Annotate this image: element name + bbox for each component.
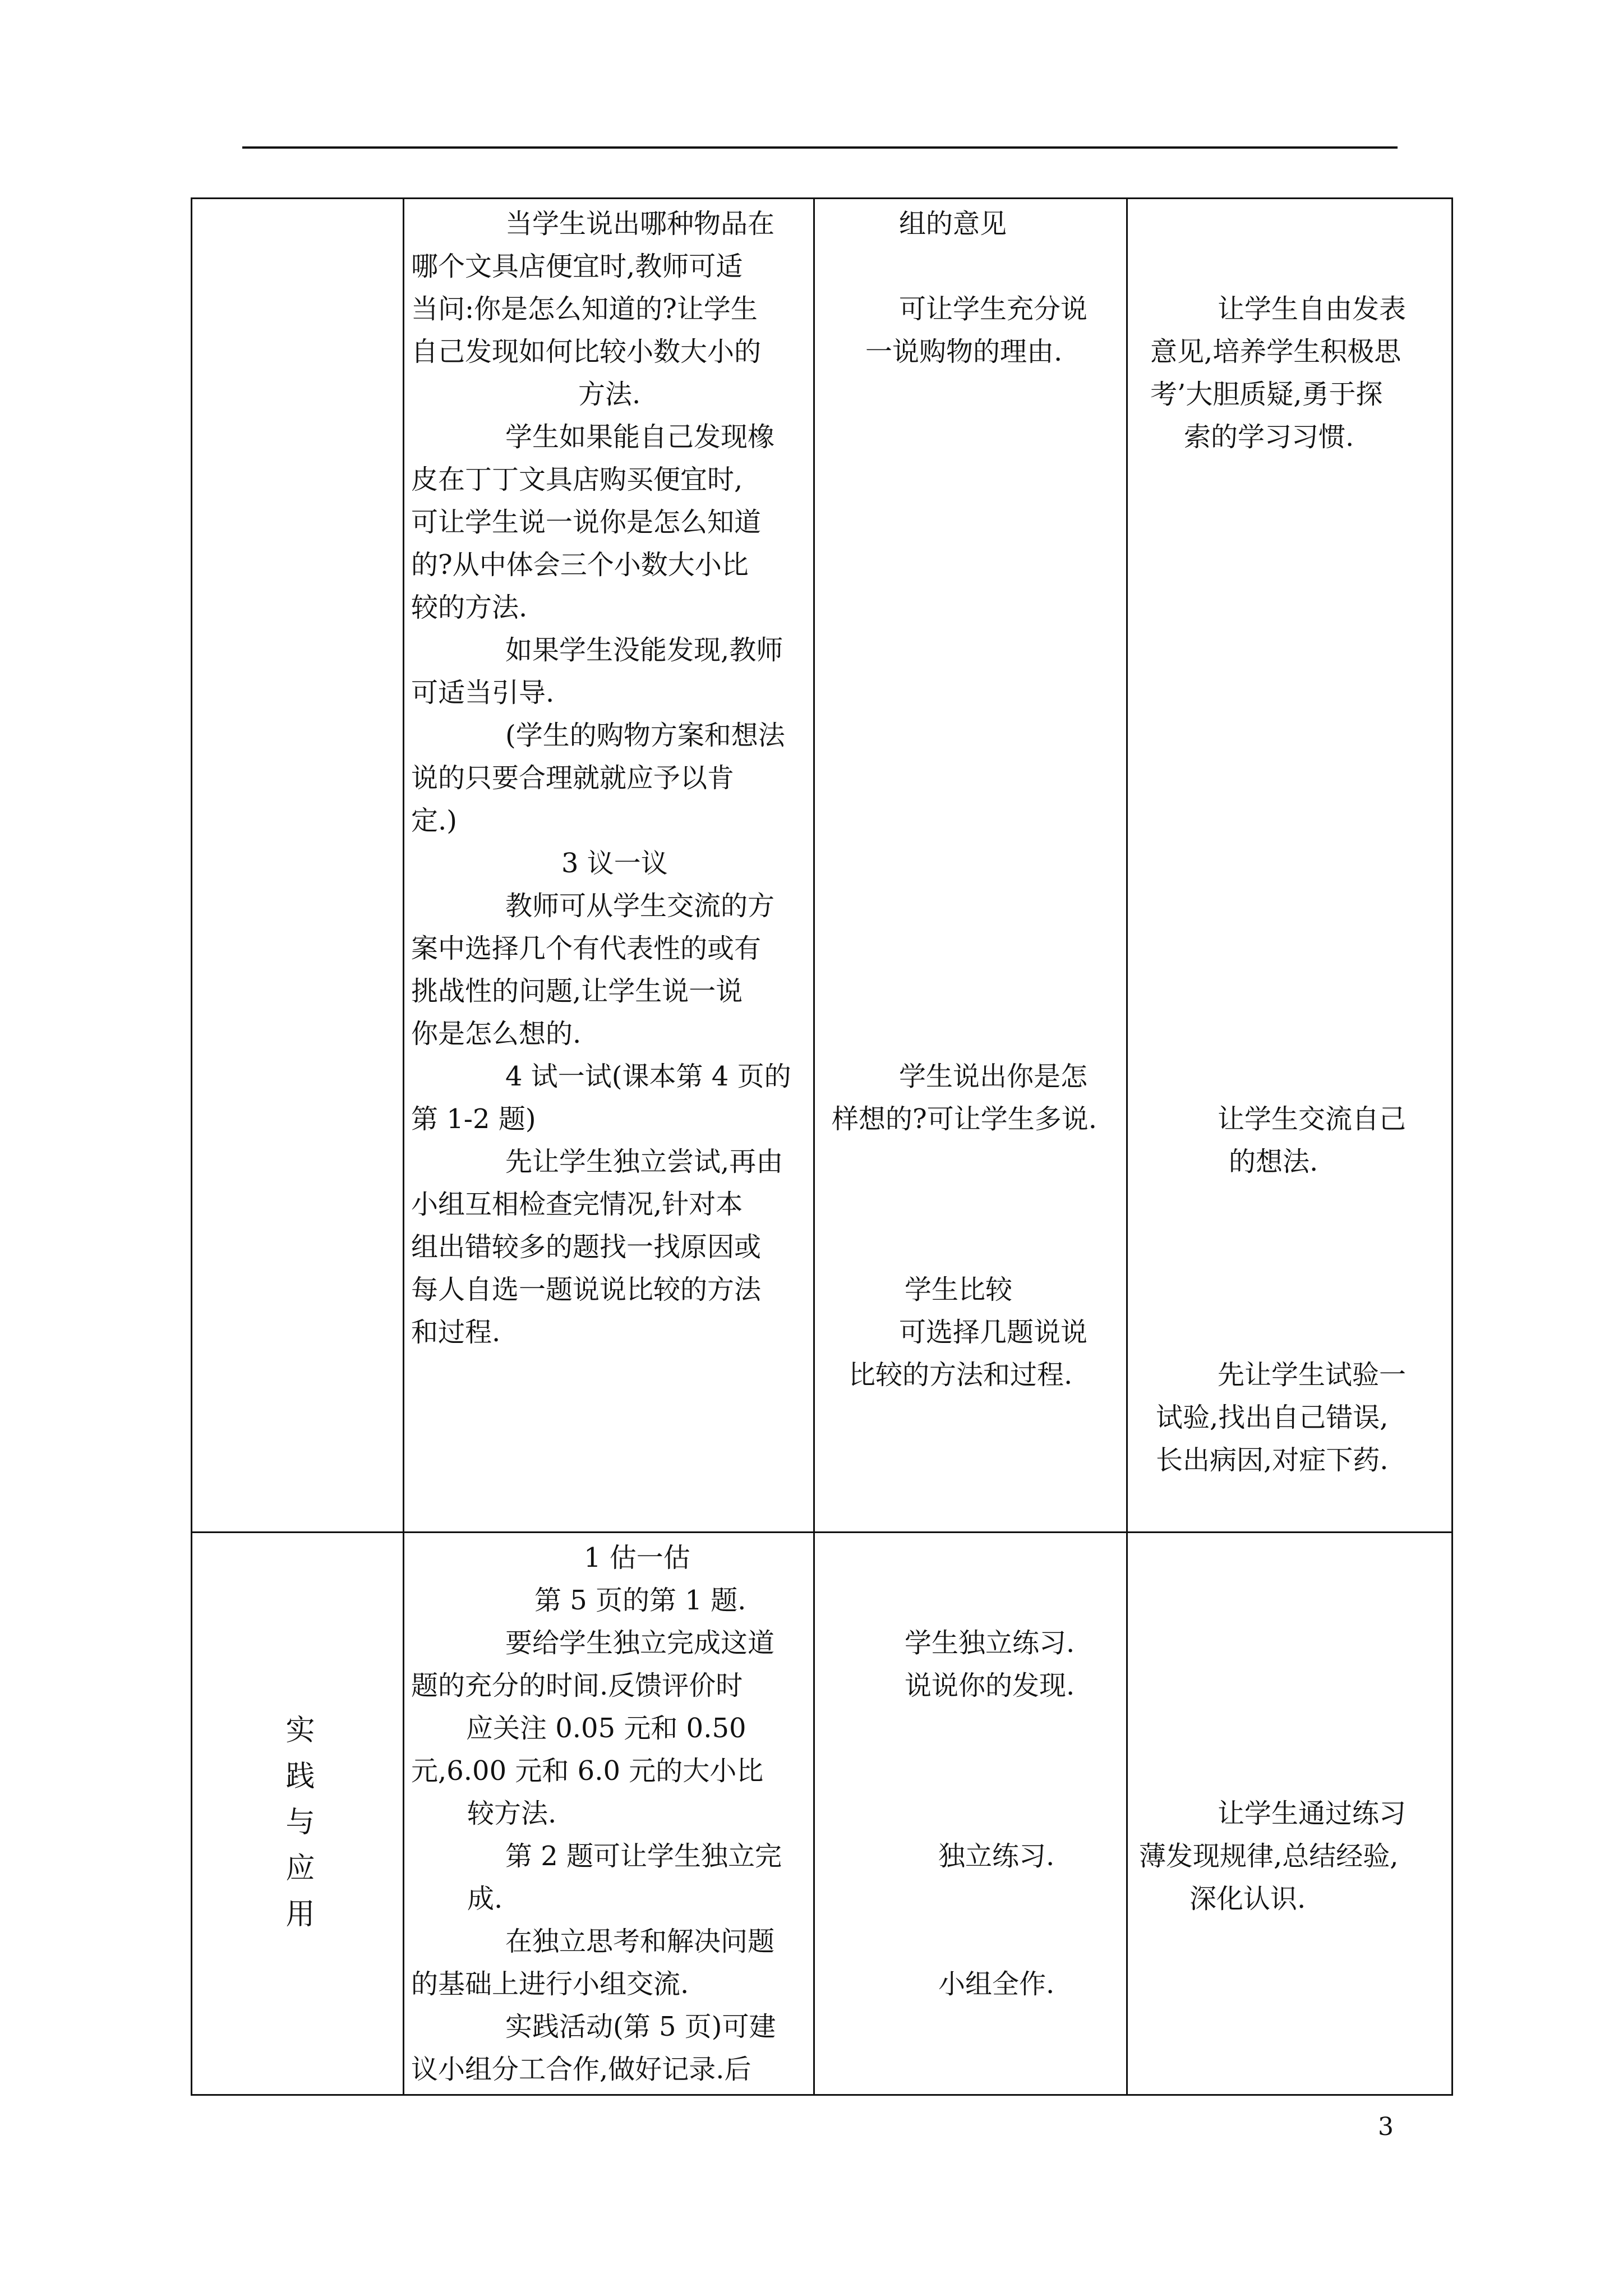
stage-label: 实践与应用: [280, 1714, 314, 1944]
cell-line: 长出病因,对症下药.: [1156, 1444, 1389, 1476]
cell-line: 学生独立练习.: [905, 1627, 1075, 1659]
cell-line: [815, 1579, 1126, 1622]
cell-line: [1128, 714, 1451, 757]
cell-line: 可适当引导.: [411, 677, 555, 708]
cell-line: [1128, 245, 1451, 288]
cell-line: 议小组分工合作,做好记录.后: [411, 2054, 751, 2085]
cell-line: [1128, 203, 1451, 245]
cell-line: [1128, 1268, 1451, 1311]
cell-line: [1128, 1579, 1451, 1622]
cell-line: [815, 501, 1126, 544]
cell-line: [1128, 927, 1451, 970]
stage-cell: [192, 199, 404, 1533]
cell-line: [815, 885, 1126, 927]
teacher-activity-cell: [404, 199, 814, 1533]
design-intent-cell: [1127, 1533, 1453, 2095]
cell-line: 1 估一估: [584, 1542, 690, 1573]
cell-line: [815, 757, 1126, 799]
cell-line: 索的学习习惯.: [1184, 421, 1354, 453]
cell-line: 组的意见: [899, 208, 1007, 240]
cell-line: [1128, 671, 1451, 714]
cell-line: 薄发现规律,总结经验,: [1139, 1841, 1399, 1872]
student-activity-cell: [814, 1533, 1127, 2095]
cell-line: (学生的购物方案和想法: [505, 720, 785, 751]
cell-line: [815, 544, 1126, 586]
cell-line: 组出错较多的题找一找原因或: [411, 1231, 762, 1263]
cell-line: 你是怎么想的.: [411, 1018, 582, 1050]
cell-line: 挑战性的问题,让学生说一说: [411, 976, 743, 1007]
cell-line: [1128, 1707, 1451, 1750]
cell-line: 意见,培养学生积极思: [1150, 336, 1401, 367]
cell-line: 的想法.: [1229, 1146, 1318, 1177]
header-rule: [242, 146, 1398, 149]
cell-line: 说的只要合理就就应予以肯: [411, 762, 735, 794]
cell-line: [815, 629, 1126, 671]
cell-line: [1128, 885, 1451, 927]
cell-line: 和过程.: [411, 1317, 501, 1348]
student-activity-cell: [814, 199, 1127, 1533]
cell-line: 的基础上进行小组交流.: [411, 1968, 689, 2000]
cell-line: 4 试一试(课本第 4 页的: [505, 1061, 791, 1092]
cell-line: 当问:你是怎么知道的?让学生: [411, 293, 758, 325]
cell-line: [815, 1792, 1126, 1835]
cell-line: [1128, 501, 1451, 544]
cell-line: 先让学生试验一: [1218, 1359, 1407, 1391]
cell-line: 应关注 0.05 元和 0.50: [466, 1713, 746, 1744]
cell-line: 学生比较: [905, 1274, 1013, 1305]
cell-line: 哪个文具店便宜时,教师可适: [411, 251, 743, 282]
cell-line: 案中选择几个有代表性的或有: [411, 933, 762, 964]
cell-line: 实践活动(第 5 页)可建: [505, 2011, 776, 2042]
cell-line: 独立练习.: [938, 1841, 1055, 1872]
cell-line: 可选择几题说说: [899, 1317, 1088, 1348]
cell-line: 可让学生充分说: [899, 293, 1088, 325]
cell-line: 教师可从学生交流的方: [505, 890, 775, 922]
cell-line: [815, 1536, 1126, 1579]
cell-line: 较的方法.: [411, 592, 528, 623]
cell-line: [815, 1750, 1126, 1792]
cell-line: [1128, 1183, 1451, 1226]
cell-line: 较方法.: [467, 1798, 557, 1829]
cell-line: [815, 245, 1126, 288]
lesson-table-block-2: [191, 1531, 1453, 2096]
cell-line: [815, 927, 1126, 970]
cell-line: [1128, 842, 1451, 885]
cell-line: [815, 458, 1126, 501]
cell-line: 方法.: [578, 379, 641, 410]
cell-line: 先让学生独立尝试,再由: [505, 1146, 783, 1177]
cell-line: 试验,找出自己错误,: [1156, 1402, 1389, 1433]
cell-line: 第 2 题可让学生独立完: [505, 1841, 782, 1872]
cell-line: [815, 714, 1126, 757]
cell-line: [1128, 1055, 1451, 1098]
cell-line: [815, 416, 1126, 458]
cell-line: 3 议一议: [561, 848, 668, 879]
cell-line: [1128, 1013, 1451, 1055]
cell-line: [815, 842, 1126, 885]
teacher-activity-cell: [404, 1533, 814, 2095]
cell-line: 学生说出你是怎: [899, 1061, 1088, 1092]
cell-line: 成.: [467, 1883, 503, 1915]
cell-line: 当学生说出哪种物品在: [505, 208, 775, 240]
cell-line: [815, 1013, 1126, 1055]
stage-cell-practice: [192, 1533, 404, 2095]
cell-line: 考’大胆质疑,勇于探: [1150, 379, 1383, 410]
cell-line: 题的充分的时间.反馈评价时: [411, 1670, 743, 1701]
cell-line: 说说你的发现.: [905, 1670, 1075, 1701]
cell-line: 小组全作.: [938, 1968, 1055, 2000]
cell-line: [1128, 544, 1451, 586]
page-number: 3: [1378, 2113, 1394, 2141]
cell-line: [1128, 458, 1451, 501]
cell-line: [1128, 1311, 1451, 1354]
cell-line: 的?从中体会三个小数大小比: [411, 549, 749, 581]
design-intent-cell: [1127, 199, 1453, 1533]
cell-line: 一说购物的理由.: [865, 336, 1063, 367]
cell-line: 定.): [411, 805, 457, 836]
cell-line: [1128, 799, 1451, 842]
cell-line: [1128, 1664, 1451, 1707]
cell-line: 自己发现如何比较小数大小的: [411, 336, 762, 367]
cell-line: [1128, 1226, 1451, 1268]
cell-line: 元,6.00 元和 6.0 元的大小比: [411, 1755, 764, 1787]
cell-line: 样想的?可让学生多说.: [832, 1103, 1097, 1135]
cell-line: 第 5 页的第 1 题.: [534, 1585, 746, 1616]
cell-line: 让学生自由发表: [1218, 293, 1407, 325]
cell-line: 第 1-2 题): [411, 1103, 536, 1135]
cell-line: 可让学生说一说你是怎么知道: [411, 507, 762, 538]
cell-line: 如果学生没能发现,教师: [505, 634, 783, 666]
cell-line: [815, 1707, 1126, 1750]
cell-line: 深化认识.: [1189, 1883, 1306, 1915]
cell-line: [815, 1226, 1126, 1268]
cell-line: [1128, 1622, 1451, 1664]
cell-line: [815, 799, 1126, 842]
cell-line: [1128, 1750, 1451, 1792]
cell-line: [815, 1183, 1126, 1226]
cell-line: [1128, 629, 1451, 671]
cell-line: 让学生交流自己: [1218, 1103, 1407, 1135]
cell-line: [1128, 970, 1451, 1013]
cell-line: [815, 1878, 1126, 1920]
cell-line: [815, 1920, 1126, 1963]
cell-line: 在独立思考和解决问题: [505, 1926, 775, 1957]
cell-line: 每人自选一题说说比较的方法: [411, 1274, 762, 1305]
cell-line: [815, 970, 1126, 1013]
cell-line: [1128, 757, 1451, 799]
cell-line: 让学生通过练习: [1218, 1798, 1407, 1829]
cell-line: 小组互相检查完情况,针对本: [411, 1189, 743, 1220]
cell-line: [815, 671, 1126, 714]
cell-line: 学生如果能自己发现橡: [505, 421, 775, 453]
lesson-table-block-1: [191, 197, 1453, 1533]
cell-line: 比较的方法和过程.: [849, 1359, 1073, 1391]
cell-line: [1128, 586, 1451, 629]
cell-line: [1128, 1536, 1451, 1579]
cell-line: 皮在丁丁文具店购买便宜时,: [411, 464, 743, 495]
cell-line: [815, 1140, 1126, 1183]
cell-line: [815, 373, 1126, 416]
cell-line: 要给学生独立完成这道: [505, 1627, 775, 1659]
cell-line: [815, 586, 1126, 629]
